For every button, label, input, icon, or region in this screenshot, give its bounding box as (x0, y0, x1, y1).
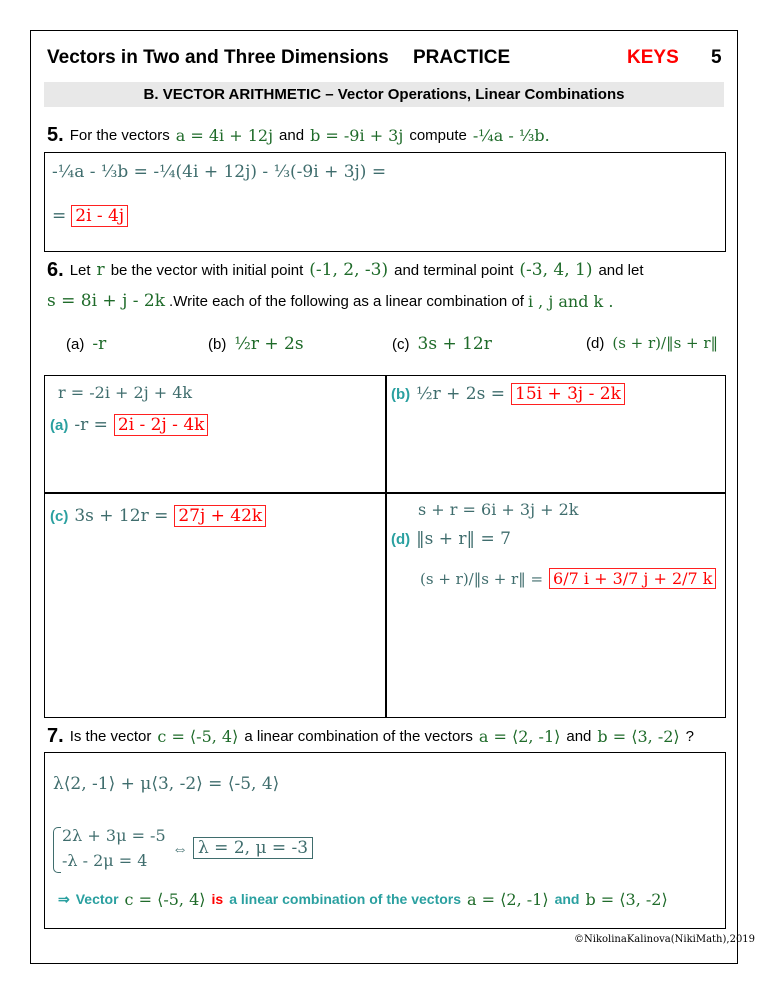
part-a-item (66, 334, 106, 354)
answer-b-label: (b) (391, 385, 411, 403)
initial-point-text: be the vector with initial point (110, 261, 304, 279)
and-let-text: and let (598, 261, 644, 279)
conclusion-vector-word: Vector (75, 891, 119, 907)
part-c-expr: 3s + 12r (417, 334, 492, 354)
problem-5-answer-line (52, 205, 128, 227)
terminal-point: (-3, 4, 1) (519, 260, 593, 280)
part-d-expr: (s + r)/‖s + r‖ (612, 334, 719, 352)
vector-c: c = ⟨-5, 4⟩ (157, 726, 239, 746)
part-a-answer-line (50, 414, 208, 436)
problem-5-solution-line: -¼a - ⅓b = -¼(4i + 12j) - ⅓(-9i + 3j) = (52, 162, 387, 182)
part-d-label: (d) (586, 334, 605, 352)
page-title: Vectors in Two and Three Dimensions (47, 47, 389, 68)
problem-7-and: and (566, 727, 592, 745)
vector-s-definition: s = 8i + j - 2k (47, 291, 166, 311)
part-b-label: (b) (208, 335, 227, 353)
answer-b-expr: ½r + 2s = (416, 384, 505, 404)
conclusion-vector-a: a = ⟨2, -1⟩ (467, 889, 549, 909)
answer-c-label: (c) (50, 507, 69, 525)
basis-vectors: i , j and k . (527, 291, 614, 311)
part-a-expr: -r (92, 334, 107, 354)
vector-b: b = ⟨3, -2⟩ (597, 726, 680, 746)
answer-b-result: 15i + 3j - 2k (511, 383, 625, 405)
answer-d-expr: (s + r)/‖s + r‖ = (420, 569, 544, 588)
answer-d-label: (d) (391, 530, 411, 548)
problem-7-text-a: Is the vector (69, 727, 152, 745)
part-b-expr: ½r + 2s (234, 334, 304, 354)
system-equation-1: 2λ + 3μ = -5 (62, 826, 166, 845)
vector-a: a = ⟨2, -1⟩ (478, 726, 561, 746)
terminal-point-text: and terminal point (394, 261, 514, 279)
part-d-item (586, 334, 718, 352)
and-text: and (279, 126, 305, 144)
s-plus-r-value: s + r = 6i + 3j + 2k (418, 500, 579, 519)
answer-a-expr: -r = (74, 415, 108, 435)
vector-a-definition: a = 4i + 12j (175, 125, 274, 145)
part-c-answer-line (50, 505, 266, 527)
practice-label: PRACTICE (413, 47, 511, 68)
problem-6-statement-line1 (47, 258, 644, 282)
system-brace (53, 827, 61, 873)
problem-7-conclusion (58, 886, 668, 912)
initial-point: (-1, 2, -3) (309, 260, 389, 280)
vector-r: r (96, 260, 105, 280)
equals-sign: = (52, 206, 67, 226)
grid-horizontal-divider (44, 492, 726, 494)
conclusion-vector-c: c = ⟨-5, 4⟩ (124, 889, 206, 909)
keys-label: KEYS (627, 47, 679, 68)
instruction-text: .Write each of the following as a linear combination of (169, 292, 524, 310)
conclusion-text: a linear combination of the vectors (229, 891, 462, 907)
problem-5-number: 5. (47, 123, 64, 146)
problem-5-answer: 2i - 4j (71, 205, 128, 227)
problem-5-statement (47, 117, 550, 153)
part-b-item (208, 334, 304, 354)
problem-7-text-b: a linear combination of the vectors (244, 727, 473, 745)
part-c-label: (c) (392, 335, 410, 353)
problem-7-number: 7. (47, 724, 64, 747)
compute-text: compute (409, 126, 467, 144)
answer-d-result: 6/7 i + 3/7 j + 2/7 k (549, 568, 716, 589)
part-a-label: (a) (66, 335, 85, 353)
conclusion-is: is (211, 891, 224, 907)
problem-5-text: For the vectors (69, 126, 170, 144)
expression-to-compute: -¼a - ⅓b. (472, 125, 550, 145)
problem-6-statement-line2 (47, 289, 613, 313)
page-number: 5 (711, 47, 722, 68)
copyright: ©NikolinaKalinova(NikiMath),2019 (574, 934, 756, 945)
answer-c-expr: 3s + 12r = (74, 506, 169, 526)
part-d-norm-line (391, 529, 511, 549)
iff-symbol: ⇔ (172, 841, 188, 858)
conclusion-vector-b: b = ⟨3, -2⟩ (585, 889, 668, 909)
answer-c-result: 27j + 42k (174, 505, 266, 527)
section-title: B. VECTOR ARITHMETIC – Vector Operations, Linear Combinations (44, 82, 724, 107)
part-d-answer-line (420, 568, 716, 589)
problem-7-equation: λ⟨2, -1⟩ + μ⟨3, -2⟩ = ⟨-5, 4⟩ (53, 774, 280, 794)
let-text: Let (69, 261, 91, 279)
implies-arrow: ⇒ (58, 890, 70, 907)
system-solution: λ = 2, μ = -3 (193, 837, 313, 859)
norm-value: ‖s + r‖ = 7 (416, 529, 511, 549)
problem-6-number: 6. (47, 258, 64, 281)
part-b-answer-line (391, 383, 625, 405)
grid-vertical-divider (385, 375, 387, 718)
answer-a-label: (a) (50, 416, 69, 434)
vector-b-definition: b = -9i + 3j (310, 125, 404, 145)
question-mark: ? (685, 727, 694, 745)
problem-7-statement (47, 722, 694, 750)
part-c-item (392, 334, 492, 354)
system-equation-2: -λ - 2μ = 4 (62, 851, 148, 870)
answer-a-result: 2i - 2j - 4k (114, 414, 209, 436)
r-value: r = -2i + 2j + 4k (58, 383, 193, 402)
conclusion-and: and (554, 891, 580, 907)
